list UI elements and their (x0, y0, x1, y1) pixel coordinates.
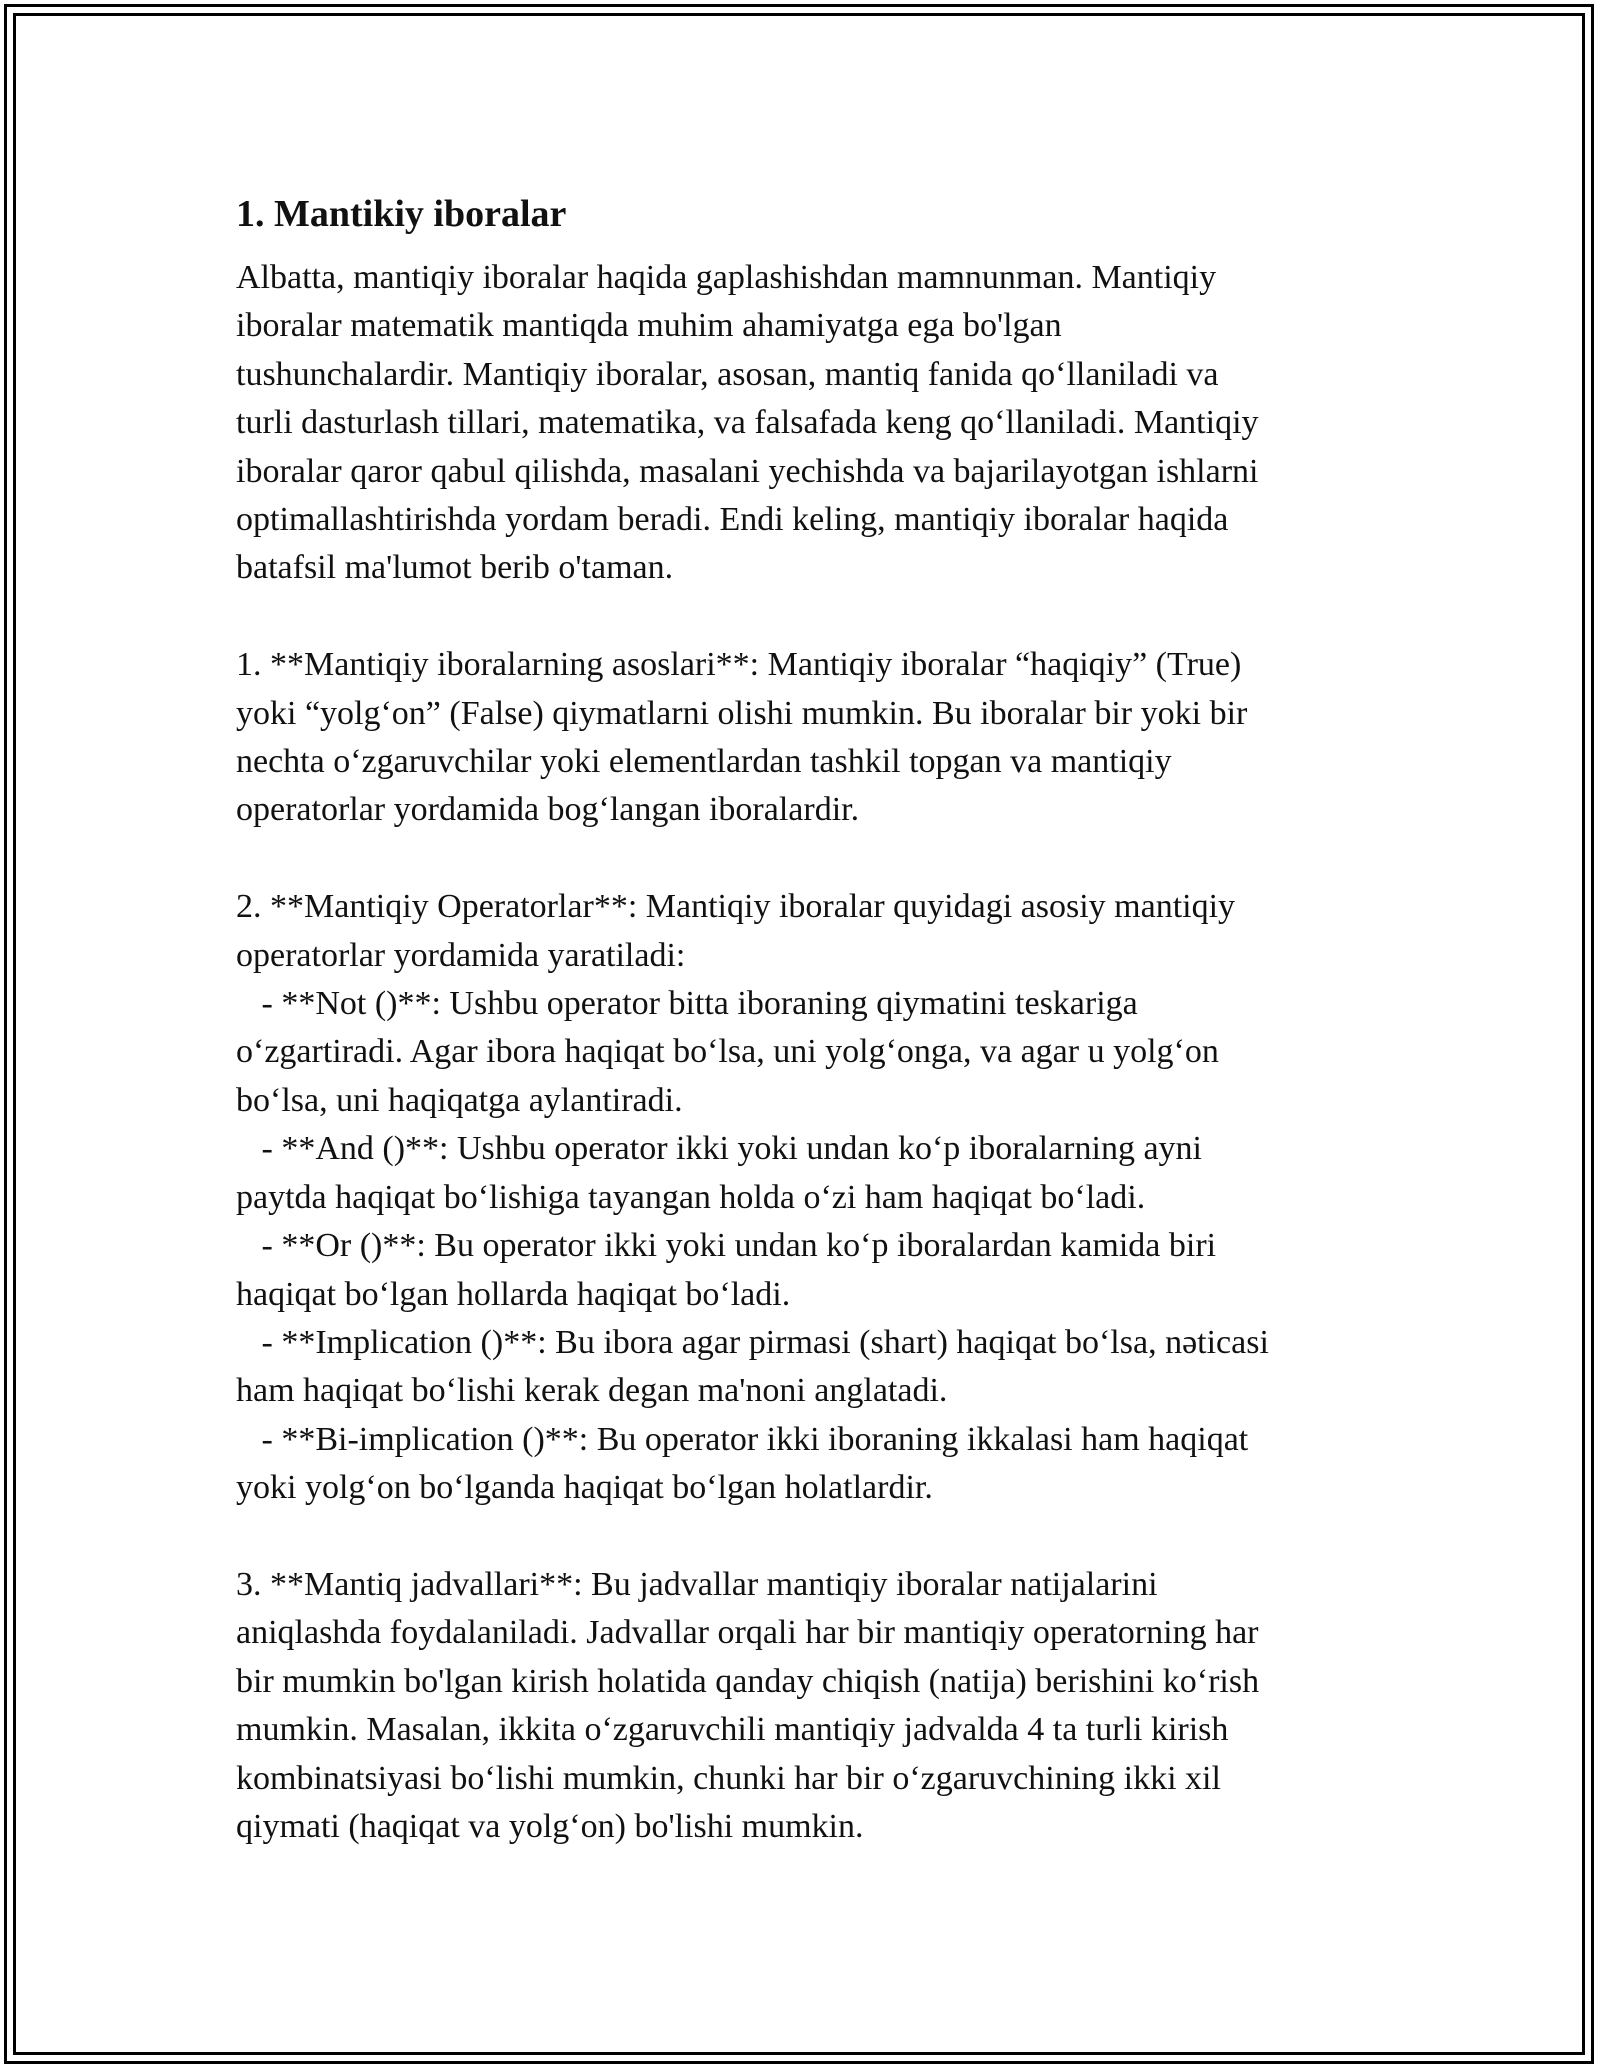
paragraph (236, 1561, 1376, 1851)
text-line: - **Not ()**: Ushbu operator bitta iboraning qiymatini teskariga (236, 985, 1138, 1023)
paragraphs (236, 254, 1376, 1851)
text-line: o‘zgartiradi. Agar ibora haqiqat bo‘lsa, uni yolg‘onga, va agar u yolg‘on (236, 1033, 1219, 1071)
text-line: turli dasturlash tillari, matematika, va falsafada keng qo‘llaniladi. Mantiqiy (236, 404, 1259, 442)
text-line: optimallashtirishda yordam beradi. Endi keling, mantiqiy iboralar haqida (236, 501, 1229, 539)
text-line: aniqlashda foydalaniladi. Jadvallar orqali har bir mantiqiy operatorning har (236, 1614, 1259, 1652)
text-line: mumkin. Masalan, ikkita o‘zgaruvchili mantiqiy jadvalda 4 ta turli kirish (236, 1711, 1229, 1749)
text-line: paytda haqiqat bo‘lishiga tayangan holda o‘zi ham haqiqat bo‘ladi. (236, 1178, 1146, 1216)
text-line: operatorlar yordamida bog‘langan iboralardir. (236, 791, 860, 829)
text-line: yoki yolg‘on bo‘lganda haqiqat bo‘lgan holatlardir. (236, 1469, 933, 1507)
text-line: iboralar qaror qabul qilishda, masalani yechishda va bajarilayotgan ishlarni (236, 452, 1259, 490)
text-line: Albatta, mantiqiy iboralar haqida gaplashishdan mamnunman. Mantiqiy (236, 259, 1217, 296)
text-line: 2. **Mantiqiy Operatorlar**: Mantiqiy iboralar quyidagi asosiy mantiqiy (236, 888, 1236, 926)
document-body (236, 184, 1376, 1851)
text-line: qiymati (haqiqat va yolg‘on) bo'lishi mumkin. (236, 1807, 864, 1845)
text-line: ham haqiqat bo‘lishi kerak degan ma'noni anglatadi. (236, 1372, 948, 1410)
text-line: bir mumkin bo'lgan kirish holatida qanday chiqish (natija) berishini ko‘rish (236, 1662, 1260, 1700)
text-line: tushunchalardir. Mantiqiy iboralar, asosan, mantiq fanida qo‘llaniladi va (236, 355, 1219, 393)
text-line: kombinatsiyasi bo‘lishi mumkin, chunki har bir o‘zgaruvchining ikki xil (236, 1759, 1221, 1797)
paragraph (236, 254, 1376, 593)
text-line: iboralar matematik mantiqda muhim ahamiyatga ega bo'lgan (236, 307, 1062, 345)
text-line: - **And ()**: Ushbu operator ikki yoki undan ko‘p iboralarning ayni (236, 1130, 1202, 1168)
paragraph (236, 883, 1376, 1512)
text-line: - **Or ()**: Bu operator ikki yoki undan ko‘p iboralardan kamida biri (236, 1227, 1217, 1265)
text-line: 1. **Mantiqiy iboralarning asoslari**: Mantiqiy iboralar “haqiqiy” (True) (236, 646, 1242, 684)
text-line: haqiqat bo‘lgan hollarda haqiqat bo‘ladi. (236, 1275, 791, 1313)
text-line: yoki “yolg‘on” (False) qiymatlarni olishi mumkin. Bu iboralar bir yoki bir (236, 694, 1248, 732)
text-line: operatorlar yordamida yaratiladi: (236, 936, 686, 974)
document-title: 1. Mantikiy iboralar (236, 193, 567, 235)
text-line: 3. **Mantiq jadvallari**: Bu jadvallar mantiqiy iboralar natijalarini (236, 1565, 1158, 1603)
text-line: batafsil ma'lumot berib o'taman. (236, 549, 674, 587)
text-line: bo‘lsa, uni haqiqatga aylantiradi. (236, 1081, 683, 1119)
text-line: nechta o‘zgaruvchilar yoki elementlardan tashkil topgan va mantiqiy (236, 743, 1172, 781)
text-line: - **Implication ()**: Bu ibora agar pirmasi (shart) haqiqat bo‘lsa, nəticasi (236, 1323, 1269, 1361)
text-line: - **Bi-implication ()**: Bu operator ikki iboraning ikkalasi ham haqiqat (236, 1420, 1249, 1458)
paragraph (236, 641, 1376, 835)
